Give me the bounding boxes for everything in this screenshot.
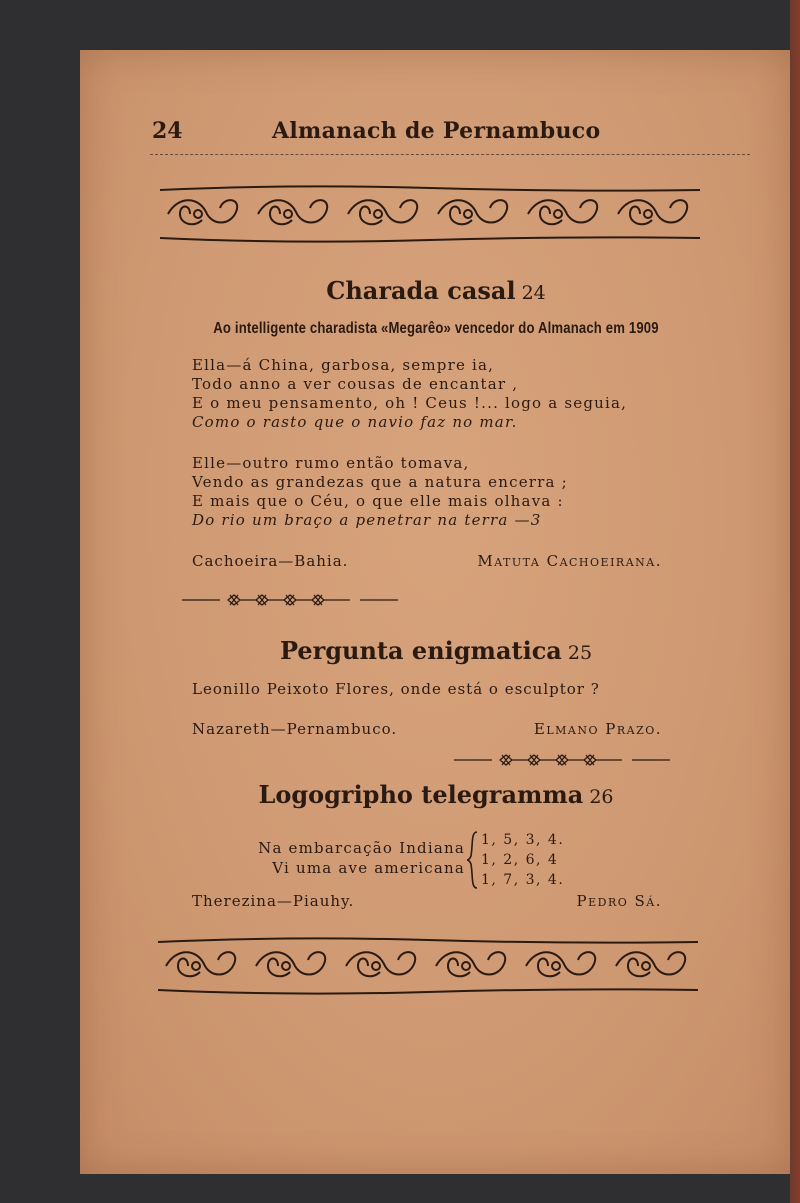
logogripho-number: 26 [589,786,614,808]
pergunta-question: Leonillo Peixoto Flores, onde está o esculptor ? [192,680,600,698]
pergunta-author: Elmano Prazo. [533,720,662,738]
logogripho-title [80,780,792,809]
charada-title [80,276,792,305]
digit-line: 1, 7, 3, 4. [481,872,565,888]
verse-line: Todo anno a ver cousas de encantar , [192,375,519,393]
almanac-page [80,50,792,1174]
verse-line: Na embarcação Indiana [258,839,465,857]
verse-line: Vendo as grandezas que a natura encerra ; [192,473,568,491]
running-title: Almanach de Pernambuco [272,118,601,144]
verse-line: Do rio um braço a penetrar na terra —3 [192,511,542,529]
charada-place: Cachoeira—Bahia. [192,552,349,570]
curly-brace [465,830,481,890]
charada-stanza-2 [192,454,568,530]
verse-line: Como o rasto que o navio faz no mar. [192,413,518,431]
separator-ornament-2 [452,752,672,766]
verse-line: E mais que o Céu, o que elle mais olhava : [192,492,564,510]
digit-line: 1, 5, 3, 4. [481,832,565,848]
verse-line: E o meu pensamento, oh ! Ceus !... logo a seguia, [192,394,628,412]
logogripho-verse [225,838,465,878]
charada-dedication: Ao intelligente charadista «Megarêo» vencedor do Almanach em 1909 [213,320,659,337]
verse-line: Ella—á China, garbosa, sempre ia, [192,356,495,374]
verse-line: Elle—outro rumo então tomava, [192,454,470,472]
separator-ornament-1 [180,592,400,606]
logogripho-title-text: Logogripho telegramma [258,780,584,809]
digit-line: 1, 2, 6, 4 [481,852,559,868]
logogripho-digits [481,830,564,890]
charada-author: Matuta Cachoeirana. [477,552,662,570]
logogripho-place: Therezina—Piauhy. [192,892,355,910]
charada-stanza-1 [192,356,627,432]
book-edge [790,0,800,1203]
pergunta-number: 25 [567,642,593,664]
ornament-band-bottom [148,934,708,998]
header-rule [150,154,750,155]
pergunta-place: Nazareth—Pernambuco. [192,720,398,738]
page-number: 24 [152,118,183,144]
charada-title-text: Charada casal [326,276,516,305]
logogripho-author: Pedro Sá. [576,892,662,910]
pergunta-title-text: Pergunta enigmatica [279,636,562,665]
charada-number: 24 [521,282,546,304]
ornament-band-top [150,182,710,246]
page-header [152,118,752,150]
pergunta-title [80,636,792,665]
logogripho-puzzle [225,830,625,890]
verse-line: Vi uma ave americana [272,859,465,877]
